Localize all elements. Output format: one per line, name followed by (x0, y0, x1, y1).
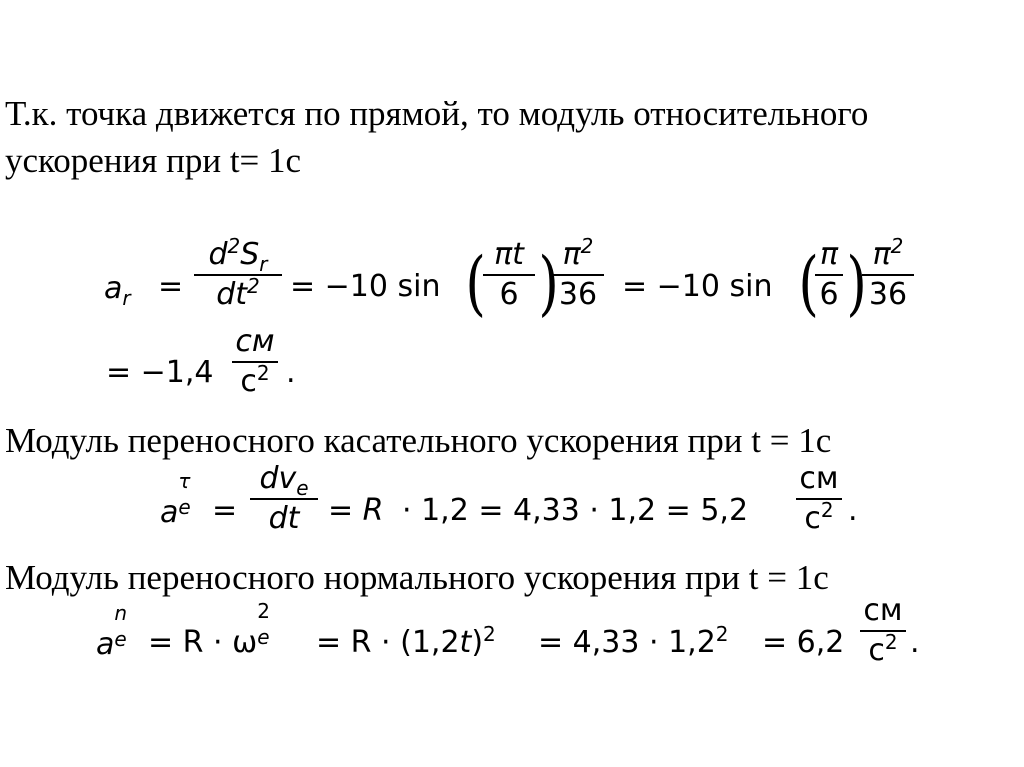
paragraph-intro-line2: ускорения при t= 1с (5, 141, 302, 180)
eq3-term4: = 6,2 (762, 625, 845, 660)
eq1-term-sin: = −10 sin (290, 269, 441, 304)
eq1-right-paren-2: ) (846, 242, 867, 324)
eq1-term-sin-2: = −10 sin (622, 269, 773, 304)
eq1-fraction-pit-6: πt 6 (483, 238, 535, 312)
eq2-fraction-dve-dt: $dv_e$ dt (250, 462, 318, 536)
eq3-term1: = R · ω 2 e (148, 599, 270, 660)
eq1-fraction-pi-6: π 6 (815, 238, 843, 312)
paragraph-intro-line1: Т.к. точка движется по прямой, то модуль относительного (5, 94, 869, 133)
eq2-unit-fraction: см $с^2$ (796, 462, 842, 536)
eq3-term2: = $R \cdot (1,2t)^2$ (316, 622, 496, 660)
paragraph-tangential: Модуль переносного касательного ускорения при t = 1с (5, 421, 832, 460)
eq1-result: = −1,4 (106, 355, 214, 390)
eq2-period: . (848, 493, 858, 528)
eq2-rhs: · 1,2 = 4,33 · 1,2 = 5,2 (402, 493, 749, 528)
eq3-period: . (910, 625, 920, 660)
eq3-unit-fraction: см $с^2$ (860, 594, 906, 668)
eq2-R: = R (328, 493, 384, 528)
eq1-left-paren-2: ( (798, 242, 819, 324)
eq1-right-paren: ) (538, 242, 559, 324)
eq2-equals: = (212, 493, 238, 528)
eq1-equals: = (158, 269, 184, 304)
eq1-lhs: $a_r$ (104, 271, 131, 310)
eq1-fraction-d2Sr-dt2: $d^2S_r$ $dt^2$ (194, 238, 282, 312)
eq1-unit-fraction: см $с^2$ (232, 325, 278, 399)
eq1-left-paren: ( (465, 242, 486, 324)
paragraph-normal: Модуль переносного нормального ускорения при t = 1с (5, 558, 829, 597)
eq1-period: . (286, 355, 296, 390)
eq1-fraction-pi2-36: $\pi^2$ 36 (552, 238, 604, 312)
eq2-lhs: a τ e (160, 469, 191, 530)
eq3-term3: = $4,33 \cdot 1,2^2$ (538, 622, 729, 660)
eq3-lhs: a n e (96, 601, 128, 662)
eq1-fraction-pi2-36-b: $\pi^2$ 36 (862, 238, 914, 312)
